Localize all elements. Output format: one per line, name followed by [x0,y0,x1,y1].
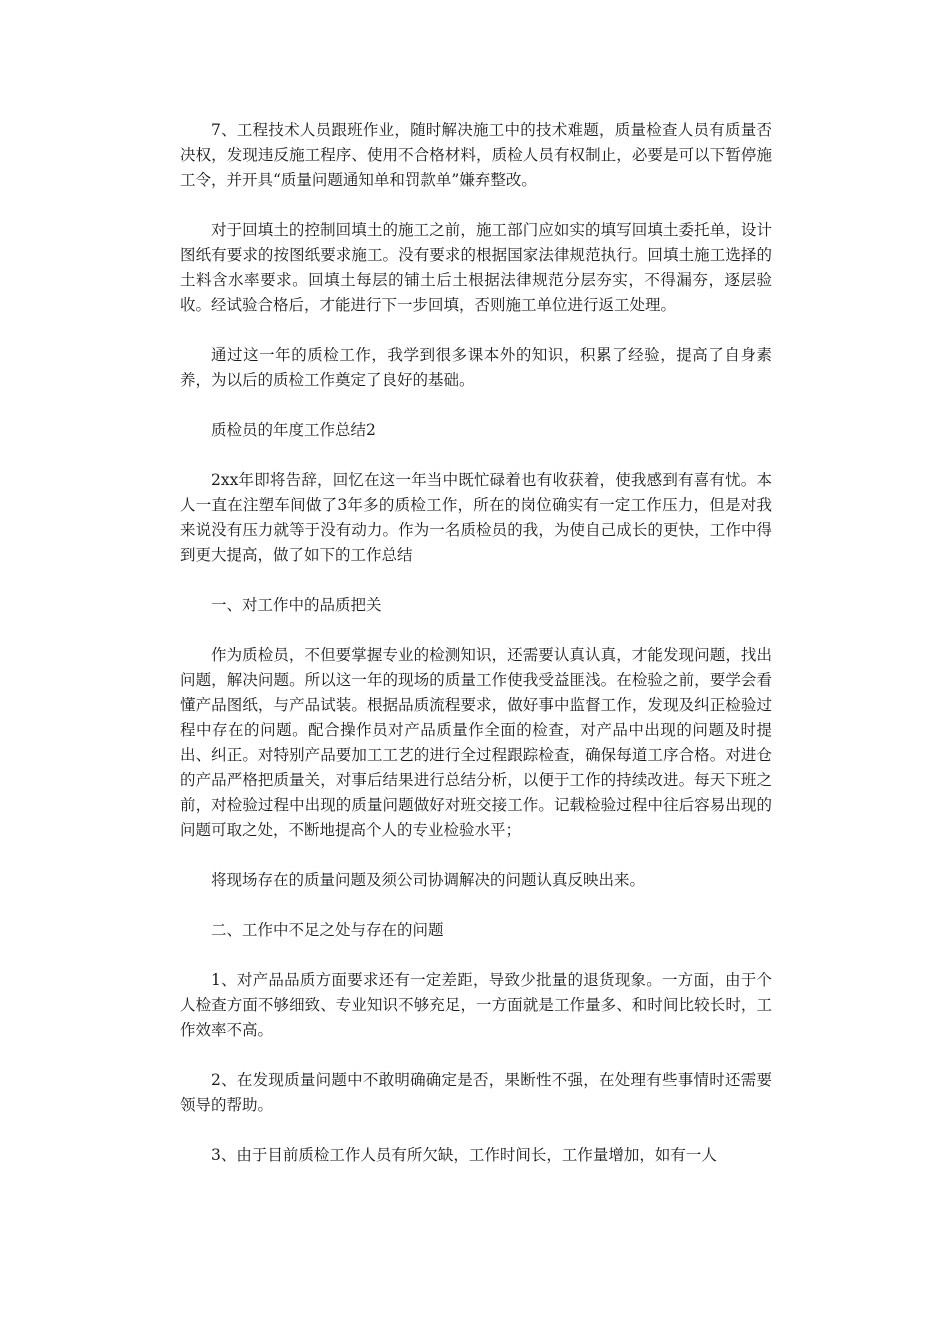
paragraph-intro: 2xx年即将告辞，回忆在这一年当中既忙碌着也有收获着，使我感到有喜有忧。本人一直在注塑车间做了3年多的质检工作，所在的岗位确实有一定工作压力，但是对我来说没有压力就等于没有动力。作为一名质检员的我，为使自己成长的更快，工作中得到更大提高，做了如下的工作总结 [180,471,772,564]
document-page [180,118,772,1193]
heading-shortcomings: 二、工作中不足之处与存在的问题 [211,921,444,939]
heading-quality-control: 一、对工作中的品质把关 [211,596,382,614]
paragraph-report-issues: 将现场存在的质量问题及须公司协调解决的问题认真反映出来。 [211,871,646,889]
paragraph-inspection-authority: 7、工程技术人员跟班作业，随时解决施工中的技术难题，质量检查人员有质量否决权，发现违反施工程序、使用不合格材料，质检人员有权制止，必要是可以下暂停施工令，并开具“质量问题通知单和罚款单”嫌弃整改。 [180,121,772,189]
paragraph-backfill-control: 对于回填土的控制回填土的施工之前，施工部门应如实的填写回填土委托单，设计图纸有要求的按图纸要求施工。没有要求的根据国家法律规范执行。回填土施工选择的土料含水率要求。回填土每层的铺土后土根据法律规范分层夯实，不得漏夯，逐层验收。经试验合格后，才能进行下一步回填，否则施工单位进行返工处理。 [180,221,772,314]
paragraph-year-summary: 通过这一年的质检工作，我学到很多课本外的知识，积累了经验，提高了自身素养，为以后的质检工作奠定了良好的基础。 [180,346,772,389]
paragraph-shortcoming-2: 2、在发现质量问题中不敢明确确定是否，果断性不强，在处理有些事情时还需要领导的帮助。 [180,1071,772,1114]
paragraph-shortcoming-1: 1、对产品品质方面要求还有一定差距，导致少批量的退货现象。一方面，由于个人检查方面不够细致、专业知识不够充足，一方面就是工作量多、和时间比较长时，工作效率不高。 [180,971,772,1039]
paragraph-shortcoming-3: 3、由于目前质检工作人员有所欠缺，工作时间长，工作量增加，如有一人 [211,1146,717,1164]
paragraph-quality-work: 作为质检员，不但要掌握专业的检测知识，还需要认真认真，才能发现问题，找出问题，解决问题。所以这一年的现场的质量工作使我受益匪浅。在检验之前，要学会看懂产品图纸，与产品试装。根据品质流程要求，做好事中监督工作，发现及纠正检验过程中存在的问题。配合操作员对产品质量作全面的检查，对产品中出现的问题及时提出、纠正。对特别产品要加工工艺的进行全过程跟踪检查，确保每道工序合格。对进仓的产品严格把质量关，对事后结果进行总结分析，以便于工作的持续改进。每天下班之前，对检验过程中出现的质量问题做好对班交接工作。记载检验过程中往后容易出现的问题可取之处，不断地提高个人的专业检验水平； [180,646,772,839]
section-title: 质检员的年度工作总结2 [211,421,376,439]
